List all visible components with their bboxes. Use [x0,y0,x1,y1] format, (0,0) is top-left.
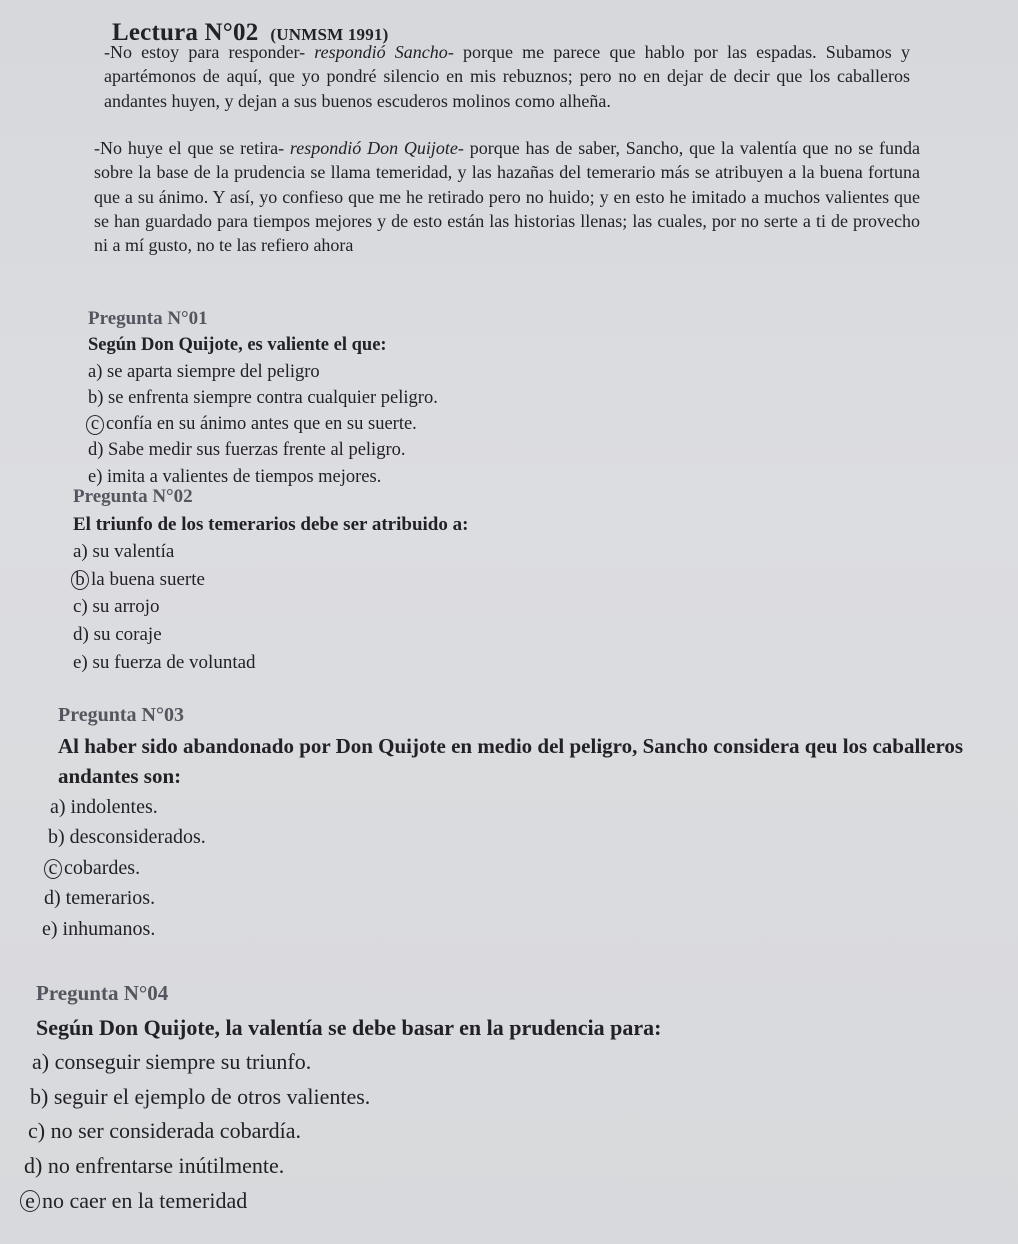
question-text: El triunfo de los temerarios debe ser atribuido a: [73,513,469,535]
option-b: b) desconsiderados. [48,826,206,848]
option-e: e) imita a valientes de tiempos mejores. [88,466,382,487]
question-label: Pregunta N°02 [73,486,193,507]
circled-answer-mark: c [44,859,62,879]
question-3 [42,700,978,944]
circled-answer-mark: c [86,415,104,435]
option-e-answer: e no caer en la temeridad [22,1184,936,1219]
p2-text-before: -No huye el que se retira- [94,138,290,158]
option-b-answer: b la buena suerte [73,566,873,594]
question-text: Al haber sido abandonado por Don Quijote en medio del peligro, Sancho considera qeu los caballeros andantes son: [58,733,964,788]
question-2 [73,483,873,676]
option-c: c) no ser considerada cobardía. [28,1118,302,1144]
passage-paragraph-2 [94,136,920,257]
question-1 [88,306,888,490]
option-b: b) se enfrenta siempre contra cualquier peligro. [88,387,438,408]
option-e: e) su fuerza de voluntad [73,651,256,673]
question-4 [24,976,936,1218]
question-text: Según Don Quijote, es valiente el que: [88,335,387,356]
option-c-answer: c cobardes. [46,853,978,884]
option-e: e) inhumanos. [42,917,156,940]
question-label: Pregunta N°01 [88,308,208,329]
option-c-answer: c confía en su ánimo antes que en su suerte. [88,411,888,437]
option-d: d) no enfrentarse inútilmente. [24,1152,285,1178]
question-label: Pregunta N°04 [36,981,169,1005]
circled-answer-mark: e [20,1190,40,1212]
p2-text-after: - porque has de saber, Sancho, que la valentía que no se funda sobre la base de la prudencia se llama temeridad, y las hazañas del temerario más se atribuyen a la buena fortuna que a su ánimo. Y así, yo confieso que me he retirado pero no huido; y en esto he imitado a muchos valientes que se han guardado para tiempos mejores y de esto están las historias llenas; las cuales, por no serte a ti de provecho ni a mí gusto, no te las refiero ahora [94,138,921,256]
option-a: a) indolentes. [50,795,158,818]
p1-text-before: -No estoy para responder- [104,42,315,62]
reading-title-main: Lectura N°02 [112,18,259,46]
option-a: a) su valentía [73,541,175,563]
option-d: d) Sabe medir sus fuerzas frente al peligro. [88,440,406,461]
p1-speaker: respondió Sancho [314,42,448,62]
passage-paragraph-1 [104,40,910,113]
p1-text-after: - porque me parece que hablo por las espadas. Subamos y apartémonos de aquí, que yo pondré silencio en mis rebuznos; pero no en dejar de decir que los caballeros andantes huyen, y dejan a sus buenos escuderos molinos como alheña. [104,42,910,111]
option-a: a) se aparta siempre del peligro [88,361,320,382]
option-b: b) seguir el ejemplo de otros valientes. [30,1083,371,1109]
p2-speaker: respondió Don Quijote [289,138,458,158]
option-d: d) temerarios. [44,887,156,909]
reading-title-source: (UNMSM 1991) [270,24,389,44]
option-c: c) su arrojo [73,596,160,618]
option-d: d) su coraje [73,623,162,645]
question-text: Según Don Quijote, la valentía se debe basar en la prudencia para: [36,1014,662,1040]
option-a: a) conseguir siempre su triunfo. [32,1049,312,1075]
question-label: Pregunta N°03 [58,704,184,726]
circled-answer-mark: b [71,570,89,590]
